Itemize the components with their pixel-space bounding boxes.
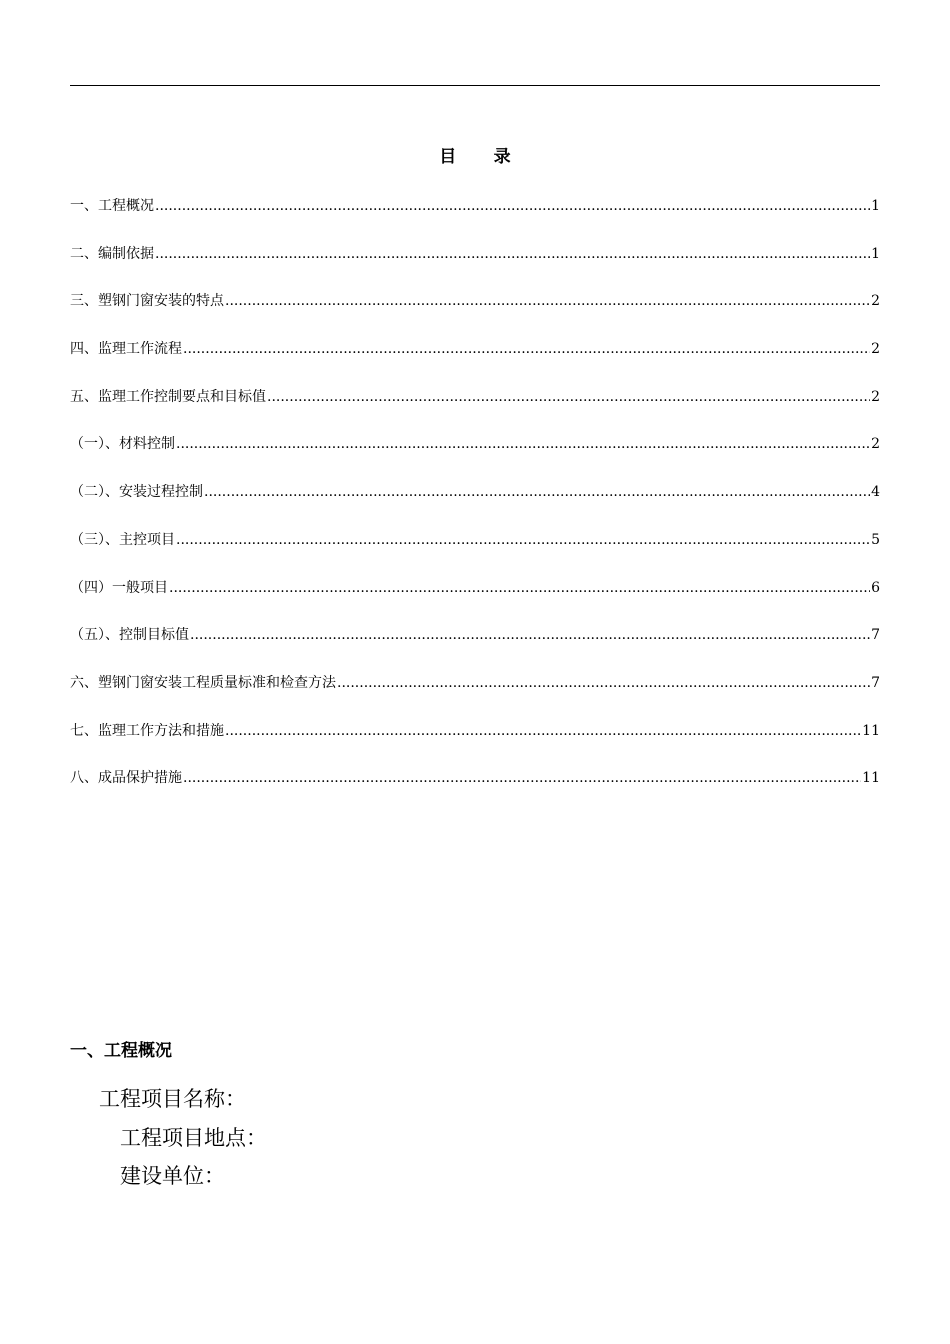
toc-entry-page: 6 [871, 579, 880, 596]
toc-entry-page: 4 [871, 484, 880, 501]
toc-entry-label: （四）一般项目 [70, 579, 168, 596]
toc-leader [155, 196, 870, 216]
toc-entry[interactable] [70, 244, 880, 292]
toc-entry-label: 五、监理工作控制要点和目标值 [70, 388, 266, 405]
toc-entry-label: （三）、主控项目 [70, 531, 175, 548]
toc-entry[interactable] [70, 578, 880, 626]
toc-entry-page: 5 [871, 531, 880, 548]
toc-entry-page: 2 [871, 341, 880, 358]
toc-entry-page: 11 [862, 770, 880, 787]
toc-leader [176, 530, 870, 550]
section-heading: 一、工程概况 [70, 1041, 172, 1061]
toc-entry-label: 一、工程概况 [70, 198, 154, 214]
toc-leader [225, 721, 861, 741]
toc-entry-label: （五）、控制目标值 [70, 627, 189, 644]
toc-leader [204, 482, 870, 502]
toc-title: 目 录 [439, 147, 521, 167]
project-location-label: 工程项目地点： [120, 1126, 267, 1150]
toc-leader [183, 339, 870, 359]
toc-entry-label: 四、监理工作流程 [70, 341, 182, 358]
toc-entry[interactable] [70, 673, 880, 721]
toc-entry[interactable] [70, 434, 880, 482]
toc-leader [337, 673, 870, 693]
toc-entry-label: 八、成品保护措施 [70, 770, 182, 787]
toc-entry[interactable] [70, 339, 880, 387]
toc-entry-label: 六、塑钢门窗安装工程质量标准和检查方法 [70, 674, 336, 691]
client-label: 建设单位： [120, 1164, 225, 1188]
toc-entry-page: 7 [871, 627, 880, 644]
toc-entry[interactable] [70, 196, 880, 244]
toc-entry-label: 七、监理工作方法和措施 [70, 722, 224, 739]
toc-entry-page: 7 [871, 674, 880, 691]
toc-leader [169, 578, 870, 598]
toc-leader [267, 387, 870, 407]
toc-entry-label: （一）、材料控制 [70, 436, 175, 453]
toc-entry[interactable] [70, 768, 880, 816]
toc-entry-page: 1 [871, 198, 880, 214]
table-of-contents [70, 196, 880, 816]
toc-entry-page: 2 [871, 388, 880, 405]
toc-entry[interactable] [70, 625, 880, 673]
toc-entry-page: 11 [862, 722, 880, 739]
toc-entry-page: 1 [871, 245, 880, 262]
project-name-label: 工程项目名称： [99, 1087, 246, 1111]
toc-entry[interactable] [70, 482, 880, 530]
toc-entry-page: 2 [871, 293, 880, 310]
toc-leader [190, 625, 870, 645]
toc-leader [155, 244, 870, 264]
toc-entry-label: （二）、安装过程控制 [70, 484, 203, 501]
toc-leader [176, 434, 870, 454]
toc-entry-label: 三、塑钢门窗安装的特点 [70, 293, 224, 310]
toc-entry[interactable] [70, 387, 880, 435]
toc-entry-page: 2 [871, 436, 880, 453]
toc-entry-label: 二、编制依据 [70, 245, 154, 262]
toc-leader [183, 768, 861, 788]
toc-entry[interactable] [70, 291, 880, 339]
header-rule [70, 85, 880, 86]
toc-entry[interactable] [70, 721, 880, 769]
toc-leader [225, 291, 870, 311]
toc-entry[interactable] [70, 530, 880, 578]
